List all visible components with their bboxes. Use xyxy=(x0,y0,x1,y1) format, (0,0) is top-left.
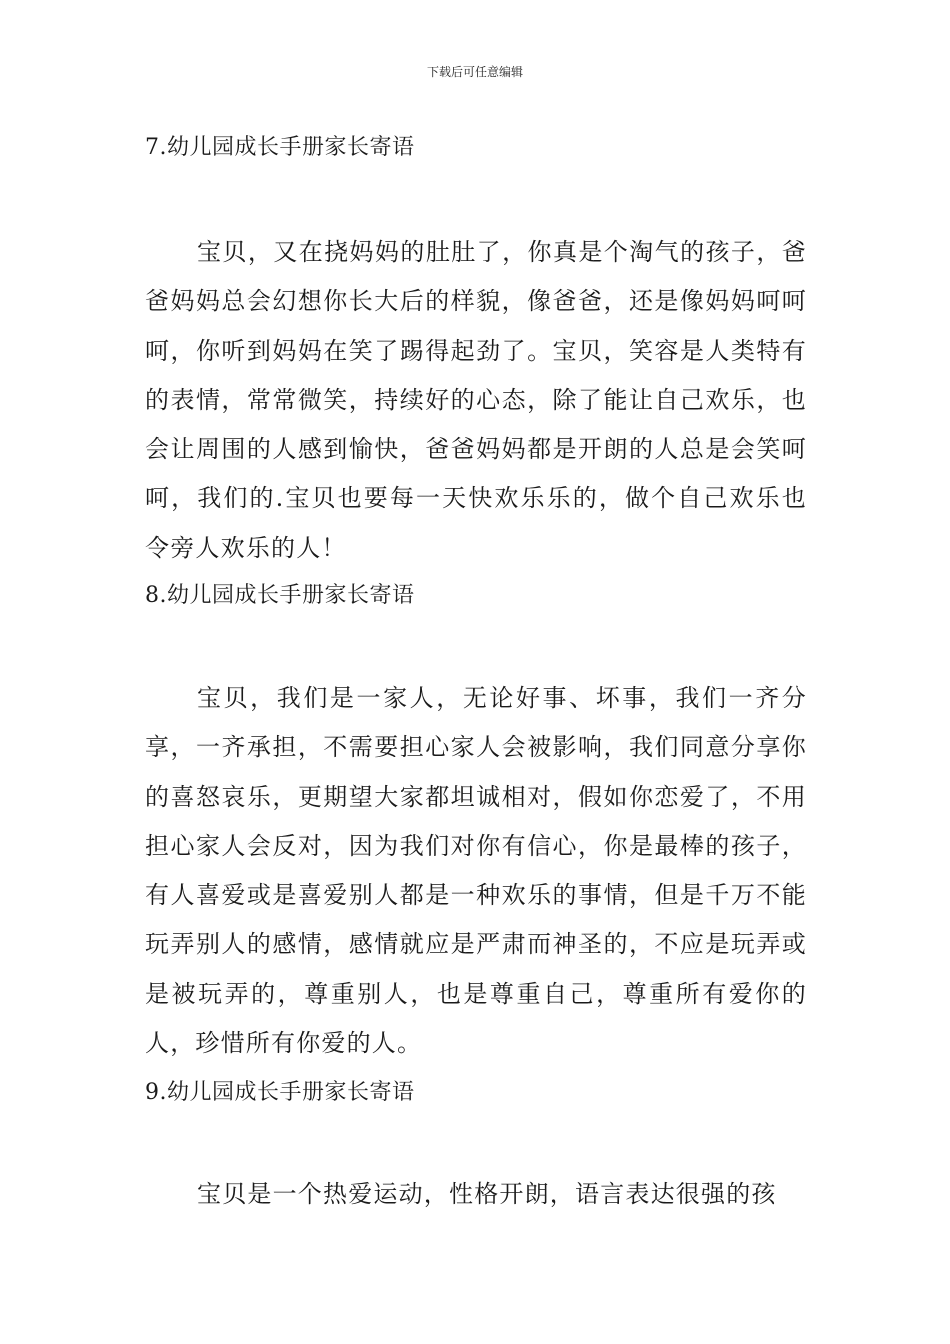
section-9-paragraph: 宝贝是一个热爱运动，性格开朗，语言表达很强的孩 xyxy=(197,1180,777,1208)
section-8-paragraph: 宝贝，我们是一家人，无论好事、坏事，我们一齐分享，一齐承担，不需要担心家人会被影响，我们同意分享你的喜怒哀乐，更期望大家都坦诚相对，假如你恋爱了，不用担心家人会反对，因为我们对你有信心，你是最棒的孩子，有人喜爱或是喜爱别人都是一种欢乐的事情，但是千万不能玩弄别人的感情，感情就应是严肃而神圣的，不应是玩弄或是被玩弄的，尊重别人，也是尊重自己，尊重所有爱你的人，珍惜所有你爱的人。 xyxy=(145,684,807,1058)
section-7-heading: 7.幼儿园成长手册家长寄语 xyxy=(145,135,415,160)
page-header: 下载后可任意编辑 xyxy=(426,65,523,79)
section-9-heading: 9.幼儿园成长手册家长寄语 xyxy=(145,1080,415,1105)
section-8-heading: 8.幼儿园成长手册家长寄语 xyxy=(145,583,415,608)
section-7-paragraph: 宝贝，又在挠妈妈的肚肚了，你真是个淘气的孩子，爸爸妈妈总会幻想你长大后的样貌，像爸爸，还是像妈妈呵呵呵，你听到妈妈在笑了踢得起劲了。宝贝，笑容是人类特有的表情，常常微笑，持续好的心态，除了能让自己欢乐，也会让周围的人感到愉快，爸爸妈妈都是开朗的人总是会笑呵呵，我们的.宝贝也要每一天快欢乐乐的，做个自己欢乐也令旁人欢乐的人！ xyxy=(145,238,807,562)
